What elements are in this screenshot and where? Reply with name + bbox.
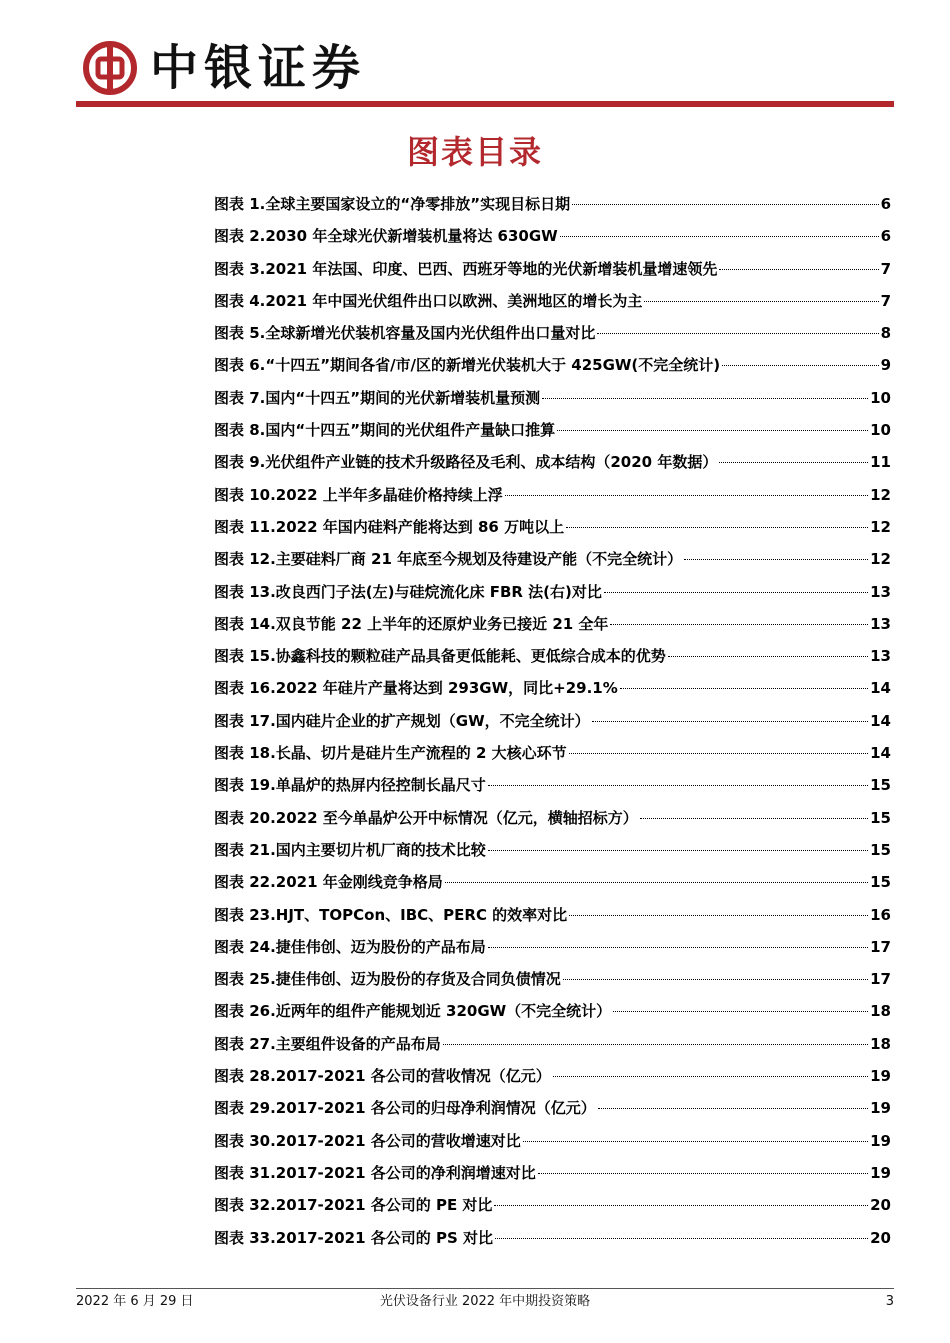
toc-entry-page: 17 <box>870 937 891 956</box>
toc-dot-leader <box>494 1205 868 1206</box>
toc-entry-label: 图表 27.主要组件设备的产品布局 <box>214 1034 441 1053</box>
table-of-figures <box>214 188 891 1254</box>
toc-dot-leader <box>613 1011 868 1012</box>
toc-entry[interactable] <box>214 479 891 511</box>
toc-entry-label: 图表 31.2017-2021 各公司的净利润增速对比 <box>214 1163 536 1182</box>
toc-entry-label: 图表 26.近两年的组件产能规划近 320GW（不完全统计） <box>214 1002 612 1021</box>
toc-entry-page: 17 <box>870 970 891 989</box>
toc-dot-leader <box>620 688 868 689</box>
toc-dot-leader <box>553 1076 868 1077</box>
toc-entry-page: 12 <box>870 550 891 569</box>
toc-dot-leader <box>488 850 868 851</box>
toc-entry[interactable] <box>214 1028 891 1060</box>
toc-entry[interactable] <box>214 220 891 252</box>
toc-dot-leader <box>592 721 868 722</box>
toc-entry-label: 图表 7.国内“十四五”期间的光伏新增装机量预测 <box>214 388 541 407</box>
toc-dot-leader <box>722 365 878 366</box>
toc-entry-page: 19 <box>870 1163 891 1182</box>
footer-divider <box>76 1288 894 1289</box>
brand-name: 中银证券 <box>150 40 367 96</box>
toc-entry[interactable] <box>214 866 891 898</box>
toc-entry-page: 12 <box>870 517 891 536</box>
toc-entry-page: 19 <box>870 1131 891 1150</box>
toc-entry-label: 图表 5.全球新增光伏装机容量及国内光伏组件出口量对比 <box>214 324 596 343</box>
toc-entry-label: 图表 11.2022 年国内硅料产能将达到 86 万吨以上 <box>214 517 565 536</box>
toc-entry-label: 图表 24.捷佳伟创、迈为股份的产品布局 <box>214 937 486 956</box>
toc-entry[interactable] <box>214 1157 891 1189</box>
toc-entry-page: 7 <box>880 259 891 278</box>
toc-entry-label: 图表 6.“十四五”期间各省/市/区的新增光伏装机大于 425GW(不完全统计) <box>214 356 721 375</box>
toc-entry[interactable] <box>214 1189 891 1221</box>
page-title: 图表目录 <box>406 133 543 171</box>
toc-dot-leader <box>598 1108 868 1109</box>
toc-entry-page: 15 <box>870 873 891 892</box>
toc-dot-leader <box>505 495 868 496</box>
toc-entry-page: 14 <box>870 711 891 730</box>
toc-entry[interactable] <box>214 317 891 349</box>
toc-entry-page: 11 <box>870 453 891 472</box>
toc-entry[interactable] <box>214 963 891 995</box>
footer-page-number: 3 <box>885 1294 894 1309</box>
toc-entry-label: 图表 8.国内“十四五”期间的光伏组件产量缺口推算 <box>214 421 556 440</box>
toc-entry-label: 图表 10.2022 上半年多晶硅价格持续上浮 <box>214 485 503 504</box>
toc-dot-leader <box>610 624 868 625</box>
toc-entry[interactable] <box>214 253 891 285</box>
toc-entry-page: 15 <box>870 808 891 827</box>
toc-entry[interactable] <box>214 511 891 543</box>
toc-entry-page: 13 <box>870 647 891 666</box>
page-header <box>0 0 950 110</box>
page-footer <box>76 1291 894 1313</box>
toc-entry[interactable] <box>214 705 891 737</box>
toc-entry-page: 19 <box>870 1067 891 1086</box>
toc-dot-leader <box>684 559 868 560</box>
toc-dot-leader <box>560 236 879 237</box>
toc-entry-label: 图表 3.2021 年法国、印度、巴西、西班牙等地的光伏新增装机量增速领先 <box>214 259 718 278</box>
toc-dot-leader <box>445 882 868 883</box>
toc-entry-label: 图表 14.双良节能 22 上半年的还原炉业务已接近 21 全年 <box>214 614 609 633</box>
toc-entry[interactable] <box>214 834 891 866</box>
toc-entry[interactable] <box>214 188 891 220</box>
toc-entry-label: 图表 17.国内硅片企业的扩产规划（GW，不完全统计） <box>214 711 590 730</box>
toc-dot-leader <box>597 333 878 334</box>
toc-entry-page: 20 <box>870 1228 891 1247</box>
bank-of-china-logo-icon <box>82 40 138 96</box>
toc-entry-page: 18 <box>870 1002 891 1021</box>
toc-dot-leader <box>523 1141 868 1142</box>
toc-entry-page: 10 <box>870 421 891 440</box>
toc-dot-leader <box>557 430 868 431</box>
toc-entry-page: 6 <box>880 195 891 213</box>
header-divider <box>76 101 894 107</box>
toc-entry[interactable] <box>214 608 891 640</box>
footer-doc-title: 光伏设备行业 2022 年中期投资策略 <box>379 1294 591 1309</box>
toc-dot-leader <box>488 785 868 786</box>
footer-date: 2022 年 6 月 29 日 <box>76 1294 194 1309</box>
toc-dot-leader <box>542 398 868 399</box>
toc-entry-page: 8 <box>880 324 891 343</box>
toc-dot-leader <box>566 527 868 528</box>
toc-entry-page: 12 <box>870 485 891 504</box>
toc-dot-leader <box>644 301 878 302</box>
toc-entry-label: 图表 25.捷佳伟创、迈为股份的存货及合同负债情况 <box>214 970 561 989</box>
toc-entry[interactable] <box>214 1222 891 1254</box>
toc-entry[interactable] <box>214 1125 891 1157</box>
toc-dot-leader <box>495 1238 868 1239</box>
toc-entry-page: 15 <box>870 840 891 859</box>
toc-entry-page: 14 <box>870 679 891 698</box>
toc-entry-page: 6 <box>880 227 891 246</box>
toc-entry-label: 图表 9.光伏组件产业链的技术升级路径及毛利、成本结构（2020 年数据） <box>214 453 718 472</box>
toc-entry-page: 19 <box>870 1099 891 1118</box>
toc-dot-leader <box>569 753 868 754</box>
toc-entry-page: 15 <box>870 776 891 795</box>
toc-entry-label: 图表 16.2022 年硅片产量将达到 293GW，同比+29.1% <box>214 679 618 698</box>
toc-dot-leader <box>604 592 868 593</box>
toc-entry-page: 9 <box>880 356 891 375</box>
toc-dot-leader <box>668 656 868 657</box>
toc-entry-label: 图表 20.2022 至今单晶炉公开中标情况（亿元，横轴招标方） <box>214 808 638 827</box>
toc-dot-leader <box>488 947 868 948</box>
toc-entry-label: 图表 32.2017-2021 各公司的 PE 对比 <box>214 1196 493 1215</box>
toc-entry-page: 7 <box>880 291 891 310</box>
toc-entry-page: 10 <box>870 388 891 407</box>
toc-dot-leader <box>572 204 878 205</box>
toc-entry-page: 13 <box>870 582 891 601</box>
toc-entry-label: 图表 21.国内主要切片机厂商的技术比较 <box>214 840 486 859</box>
toc-dot-leader <box>719 269 878 270</box>
toc-entry-label: 图表 18.长晶、切片是硅片生产流程的 2 大核心环节 <box>214 744 567 763</box>
toc-entry[interactable] <box>214 285 891 317</box>
toc-entry-page: 18 <box>870 1034 891 1053</box>
toc-entry[interactable] <box>214 995 891 1027</box>
toc-entry[interactable] <box>214 899 891 931</box>
toc-entry[interactable] <box>214 382 891 414</box>
toc-entry[interactable] <box>214 931 891 963</box>
toc-entry-label: 图表 15.协鑫科技的颗粒硅产品具备更低能耗、更低综合成本的优势 <box>214 647 666 666</box>
toc-entry[interactable] <box>214 576 891 608</box>
toc-entry[interactable] <box>214 543 891 575</box>
toc-entry[interactable] <box>214 414 891 446</box>
toc-entry[interactable] <box>214 1060 891 1092</box>
toc-entry[interactable] <box>214 640 891 672</box>
toc-entry-label: 图表 30.2017-2021 各公司的营收增速对比 <box>214 1131 521 1150</box>
toc-entry-label: 图表 2.2030 年全球光伏新增装机量将达 630GW <box>214 227 558 246</box>
toc-entry-label: 图表 1.全球主要国家设立的“净零排放”实现目标日期 <box>214 195 571 213</box>
toc-dot-leader <box>538 1173 868 1174</box>
toc-entry-label: 图表 12.主要硅料厂商 21 年底至今规划及待建设产能（不完全统计） <box>214 550 683 569</box>
toc-entry-label: 图表 29.2017-2021 各公司的归母净利润情况（亿元） <box>214 1099 596 1118</box>
toc-entry[interactable] <box>214 672 891 704</box>
toc-entry[interactable] <box>214 349 891 381</box>
toc-entry[interactable] <box>214 1092 891 1124</box>
toc-dot-leader <box>719 462 868 463</box>
toc-entry-label: 图表 19.单晶炉的热屏内径控制长晶尺寸 <box>214 776 486 795</box>
toc-dot-leader <box>443 1044 868 1045</box>
toc-entry-label: 图表 4.2021 年中国光伏组件出口以欧洲、美洲地区的增长为主 <box>214 291 643 310</box>
toc-entry-label: 图表 28.2017-2021 各公司的营收情况（亿元） <box>214 1067 551 1086</box>
toc-entry-label: 图表 13.改良西门子法(左)与硅烷流化床 FBR 法(右)对比 <box>214 582 602 601</box>
toc-entry-label: 图表 22.2021 年金刚线竞争格局 <box>214 873 443 892</box>
toc-entry[interactable] <box>214 802 891 834</box>
toc-dot-leader <box>569 915 868 916</box>
toc-entry[interactable] <box>214 446 891 478</box>
toc-entry[interactable] <box>214 769 891 801</box>
toc-entry[interactable] <box>214 737 891 769</box>
toc-entry-page: 20 <box>870 1196 891 1215</box>
toc-entry-label: 图表 33.2017-2021 各公司的 PS 对比 <box>214 1228 493 1247</box>
toc-entry-page: 13 <box>870 614 891 633</box>
toc-entry-page: 16 <box>870 905 891 924</box>
toc-entry-label: 图表 23.HJT、TOPCon、IBC、PERC 的效率对比 <box>214 905 568 924</box>
toc-dot-leader <box>640 818 868 819</box>
toc-entry-page: 14 <box>870 744 891 763</box>
toc-dot-leader <box>563 979 868 980</box>
